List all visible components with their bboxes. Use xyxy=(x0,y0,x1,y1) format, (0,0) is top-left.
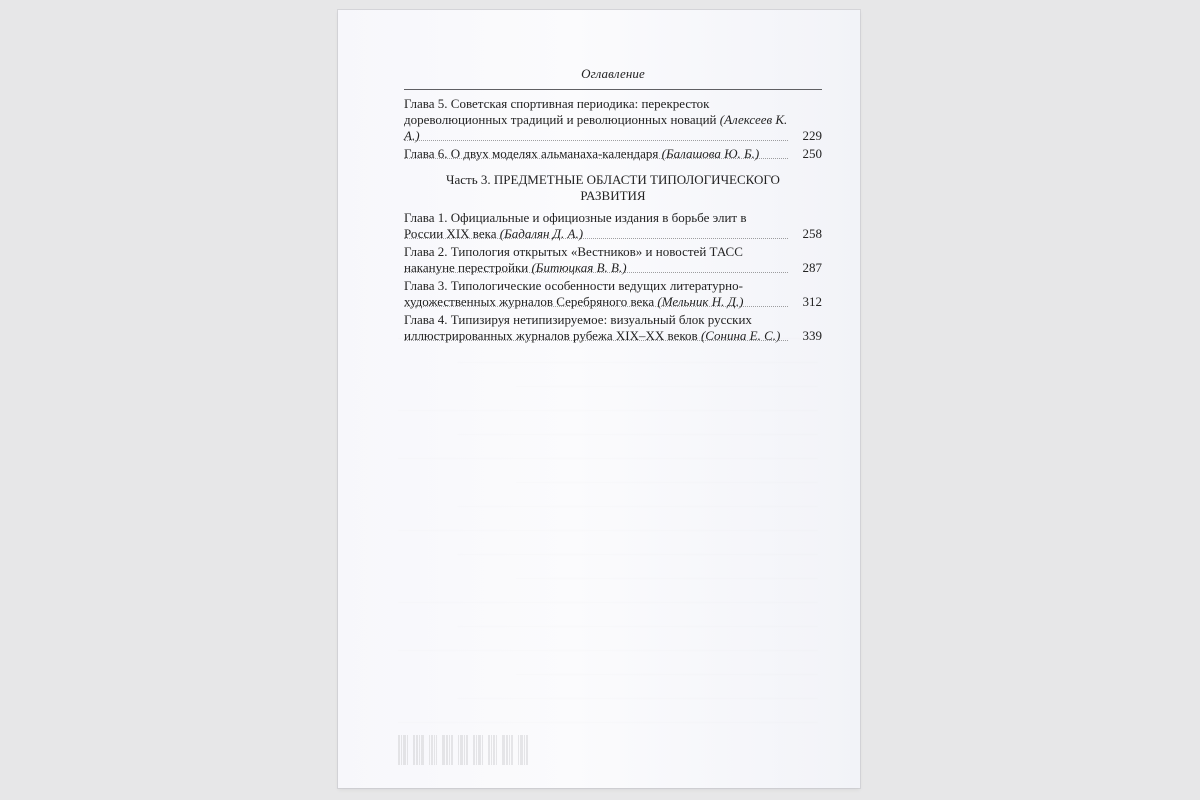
bleed-line xyxy=(398,442,818,459)
bleed-line xyxy=(457,538,818,555)
toc-leader xyxy=(404,237,788,239)
toc-page-number: 250 xyxy=(802,146,822,161)
toc-entry-4 xyxy=(404,312,822,344)
bleed-line xyxy=(457,610,818,627)
toc-entry-author: (Сонина Е. С.) xyxy=(700,328,781,343)
bleed-line xyxy=(516,370,818,387)
toc-entry-author: (Битюцкая В. В.) xyxy=(531,260,627,275)
toc-entry-text xyxy=(404,146,822,162)
bleed-line xyxy=(457,418,818,435)
bleed-line xyxy=(457,490,818,507)
toc-leader xyxy=(404,305,788,307)
toc-chapter-label: Глава 1. xyxy=(404,210,448,225)
toc-entry-text xyxy=(404,96,822,144)
table-of-contents xyxy=(404,96,822,346)
document-page xyxy=(338,10,860,788)
part-title-line-1: Часть 3. ПРЕДМЕТНЫЕ ОБЛАСТИ ТИПОЛОГИЧЕСКОГО xyxy=(446,172,780,187)
bleed-line xyxy=(398,394,818,411)
toc-leader xyxy=(404,271,788,273)
part-title xyxy=(404,172,822,204)
toc-entry-1 xyxy=(404,210,822,242)
toc-chapter-label: Глава 4. xyxy=(404,312,448,327)
part-title-line-2: РАЗВИТИЯ xyxy=(580,188,646,203)
bleed-through-text xyxy=(398,322,818,762)
bleed-line xyxy=(516,466,818,483)
toc-entry-title: О двух моделях альманаха-календаря xyxy=(450,146,659,161)
toc-entry-6 xyxy=(404,146,822,162)
toc-entry-title: Типология открытых «Вестников» и новостей ТАСС накануне перестройки xyxy=(404,244,743,275)
toc-leader xyxy=(404,157,788,159)
toc-page-number: 287 xyxy=(802,260,822,275)
toc-page-number: 312 xyxy=(802,294,822,309)
page-header xyxy=(404,66,822,90)
toc-chapter-label: Глава 2. xyxy=(404,244,448,259)
bleed-line xyxy=(457,682,818,699)
bleed-line xyxy=(398,706,818,723)
bleed-line xyxy=(516,562,818,579)
toc-entry-author: (Балашова Ю. Б.) xyxy=(661,146,760,161)
toc-page-number: 258 xyxy=(802,226,822,241)
bleed-line xyxy=(398,634,818,651)
toc-chapter-label: Глава 5. xyxy=(404,96,448,111)
toc-chapter-label: Глава 3. xyxy=(404,278,448,293)
bleed-line xyxy=(457,346,818,363)
toc-entry-title: Официальные и официозные издания в борьбе элит в России XIX века xyxy=(404,210,747,241)
toc-entry-5 xyxy=(404,96,822,144)
toc-entry-author: (Алексеев К. А.) xyxy=(404,112,788,143)
toc-entry-author: (Мельник Н. Д.) xyxy=(657,294,744,309)
toc-chapter-label: Глава 6. xyxy=(404,146,448,161)
bleed-line xyxy=(398,514,818,531)
toc-entry-title: Советская спортивная периодика: перекресток дореволюционных традиций и революционных новаций xyxy=(404,96,717,127)
toc-entry-title: Типологические особенности ведущих литературно-художественных журналов Серебряного века xyxy=(404,278,743,309)
bleed-line xyxy=(398,586,818,603)
toc-page-number: 339 xyxy=(802,328,822,343)
toc-entry-title: Типизируя нетипизируемое: визуальный блок русских иллюстрированных журналов рубежа XIX–XX веков xyxy=(404,312,752,343)
bleed-line xyxy=(516,658,818,675)
toc-leader xyxy=(404,339,788,341)
page-title: Оглавление xyxy=(581,66,645,81)
toc-entry-3 xyxy=(404,278,822,310)
toc-entry-2 xyxy=(404,244,822,276)
toc-entry-author: (Бадалян Д. А.) xyxy=(499,226,584,241)
toc-page-number: 229 xyxy=(802,128,822,143)
toc-leader xyxy=(404,139,788,141)
barcode xyxy=(398,735,553,765)
